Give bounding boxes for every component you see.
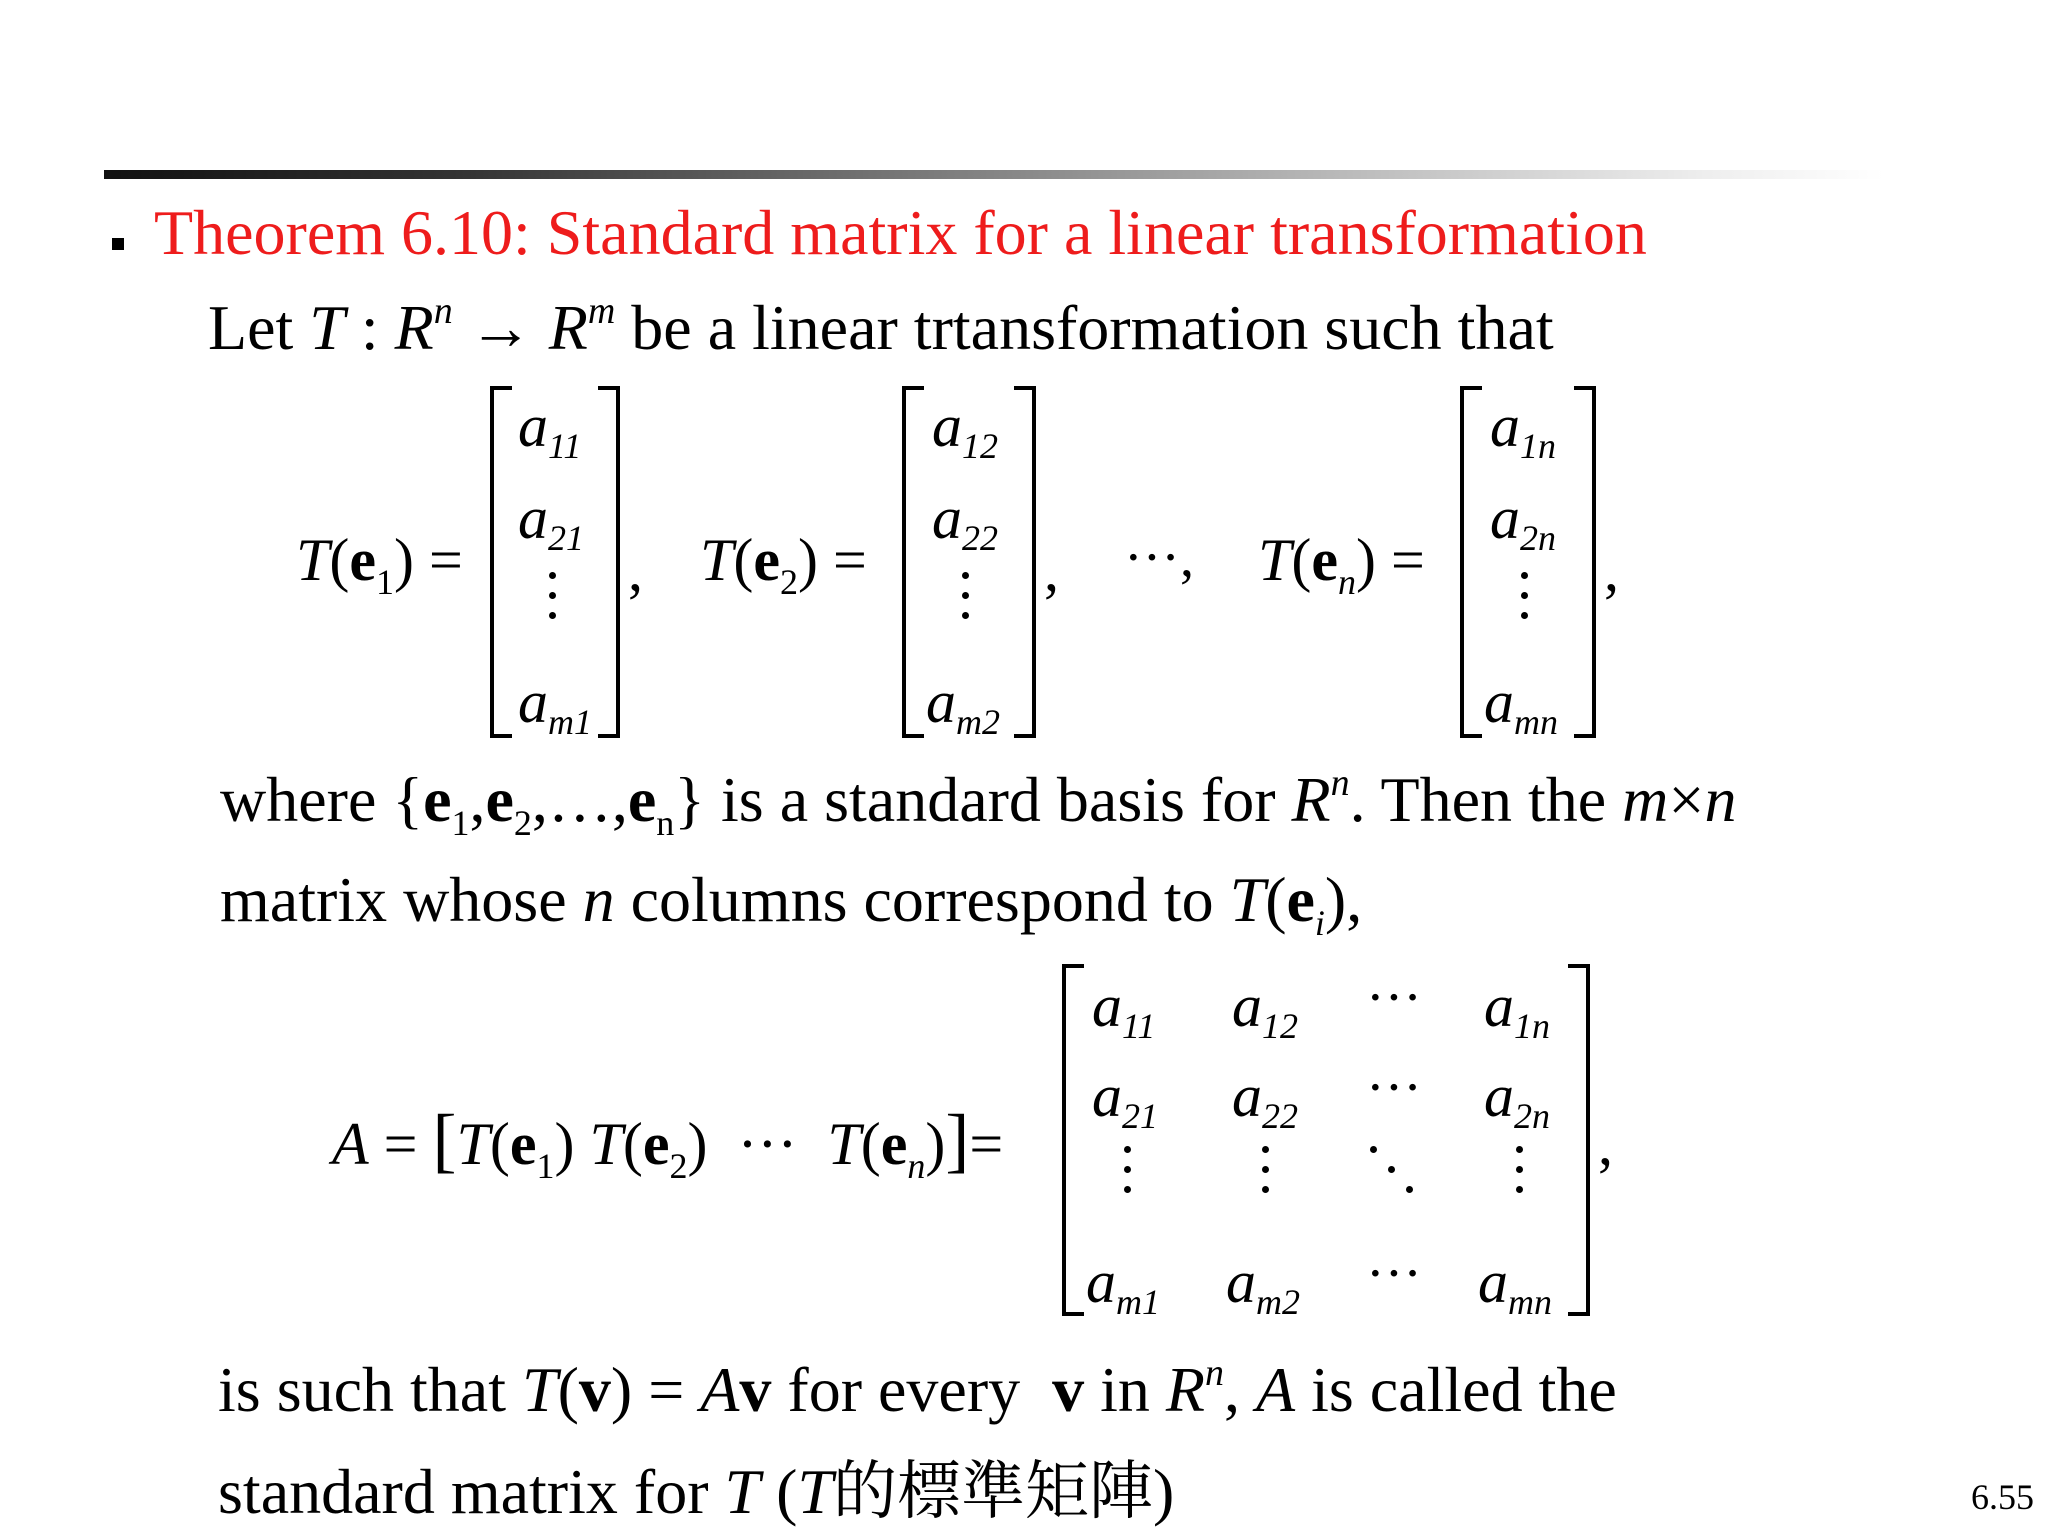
vector-2-vdots: [962, 572, 970, 632]
matrix-a-vdots-col-1: [1124, 1146, 1132, 1206]
matrix-a-left-bracket: [1062, 964, 1084, 1316]
vector-2-entry-2: $a_{22}$: [932, 485, 998, 558]
page-number: 6.55: [1971, 1477, 2034, 1517]
matrix-a-cell-2-4: $a_{2n}$: [1484, 1063, 1550, 1136]
vector-n-comma: ,: [1604, 537, 1619, 603]
matrix-a-cell-2-1: $a_{21}$: [1092, 1063, 1158, 1136]
vector-2-comma: ,: [1044, 537, 1059, 603]
vector-2-entry-m: $a_{m2}$: [926, 669, 1000, 742]
matrix-a-right-bracket: [1568, 964, 1590, 1316]
between-vectors-dots: ···,: [1124, 527, 1194, 589]
matrix-a-cell-3-2: $a_{m2}$: [1226, 1249, 1300, 1322]
vector-1-entry-1: $a_{11}$: [518, 393, 582, 466]
line-matrix-whose: matrix whose n columns correspond to $T(e_i)$,: [220, 864, 1363, 943]
matrix-a-cell-2-2: $a_{22}$: [1232, 1063, 1298, 1136]
matrix-a-cell-1-4: $a_{1n}$: [1484, 973, 1550, 1046]
theorem-heading: Theorem 6.10: Standard matrix for a linear transformation: [154, 197, 1647, 268]
vector-2-entry-1: $a_{12}$: [932, 393, 998, 466]
vector-n-left-bracket: [1460, 386, 1482, 738]
line-standard-matrix: standard matrix for T (T的標準矩陣): [218, 1456, 1175, 1527]
line-where: where $\{e_1,e_2,\dots,e_n\}$ is a standard basis for $R^n$. Then the m×n: [220, 762, 1737, 843]
matrix-a-vdots-col-4: [1516, 1146, 1524, 1206]
matrix-a-cell-3-3: ···: [1366, 1243, 1422, 1305]
matrix-a-ddots: [1368, 1146, 1428, 1196]
matrix-a-lhs: $A = [T(e_1)$ $T(e_2)$ ··· $T(e_n)]=$: [332, 1100, 1004, 1186]
title-rule: [104, 170, 1884, 179]
line-let: Let T : $R^n \to R^m$ be a linear trtansformation such that: [208, 290, 1554, 363]
vector-1-lhs: $T(e_1)$ =: [296, 527, 463, 602]
vector-2-lhs: $T(e_2)$ =: [700, 527, 867, 602]
line-is-such-that: is such that T(v) = Av for every v in $R^n$, A is called the: [218, 1352, 1617, 1425]
vector-n-entry-m: $a_{mn}$: [1484, 669, 1558, 742]
matrix-a-cell-2-3: ···: [1366, 1057, 1422, 1119]
matrix-a-comma: ,: [1598, 1111, 1613, 1177]
matrix-a-cell-3-1: $a_{m1}$: [1086, 1249, 1160, 1322]
vector-n-vdots: [1521, 572, 1529, 632]
matrix-a-cell-1-3: ···: [1366, 967, 1422, 1029]
vector-n-entry-1: $a_{1n}$: [1490, 393, 1556, 466]
matrix-a-cell-1-2: $a_{12}$: [1232, 973, 1298, 1046]
vector-n-lhs: $T(e_n)$ =: [1258, 527, 1425, 602]
matrix-a-vdots-col-2: [1262, 1146, 1270, 1206]
vector-2-right-bracket: [1014, 386, 1036, 738]
vector-1-right-bracket: [598, 386, 620, 738]
vector-1-entry-2: $a_{21}$: [518, 485, 584, 558]
vector-1-entry-m: $a_{m1}$: [518, 669, 592, 742]
vector-n-entry-2: $a_{2n}$: [1490, 485, 1556, 558]
vector-1-left-bracket: [490, 386, 512, 738]
bullet-icon: [112, 238, 124, 250]
vector-2-left-bracket: [902, 386, 924, 738]
matrix-a-cell-1-1: $a_{11}$: [1092, 973, 1156, 1046]
vector-1-vdots: [549, 572, 557, 632]
vector-1-comma: ,: [628, 537, 643, 603]
vector-n-right-bracket: [1574, 386, 1596, 738]
matrix-a-cell-3-4: $a_{mn}$: [1478, 1249, 1552, 1322]
